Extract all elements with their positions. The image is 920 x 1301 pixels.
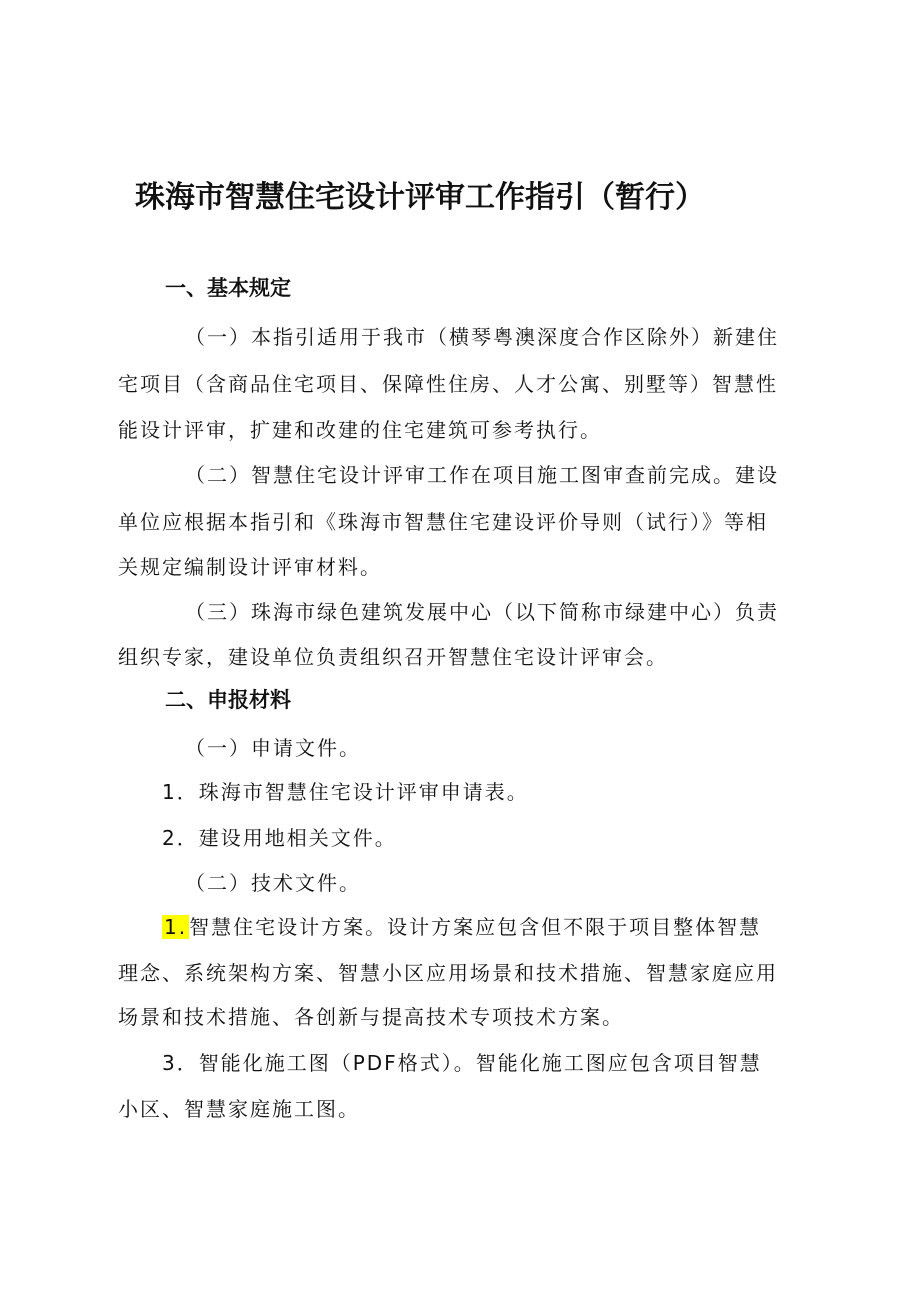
paragraph-line: 理念、系统架构方案、智慧小区应用场景和技术措施、智慧家庭应用 <box>118 961 778 985</box>
paragraph-line: （三）珠海市绿色建筑发展中心（以下简称市绿建中心）负责 <box>185 600 779 624</box>
subsection-heading: （一）申请文件。 <box>185 736 361 760</box>
subsection-heading: （二）技术文件。 <box>185 871 361 895</box>
list-item: 3．智能化施工图（PDF格式）。智能化施工图应包含项目智慧 <box>162 1051 762 1075</box>
section-heading-application-materials: 二、申报材料 <box>165 688 291 712</box>
paragraph-line: （二）智慧住宅设计评审工作在项目施工图审查前完成。建设 <box>185 463 779 487</box>
paragraph-line: 关规定编制设计评审材料。 <box>118 555 382 579</box>
list-item-text: 智慧住宅设计方案。设计方案应包含但不限于项目整体智慧 <box>189 915 762 939</box>
paragraph-line: 组织专家，建设单位负责组织召开智慧住宅设计评审会。 <box>118 645 668 669</box>
section-heading-basic-rules: 一、基本规定 <box>165 276 291 300</box>
list-item: 2．建设用地相关文件。 <box>162 826 397 850</box>
list-item <box>162 911 761 940</box>
paragraph-line: （一）本指引适用于我市（横琴粤澳深度合作区除外）新建住 <box>185 325 779 349</box>
highlighted-number: 1. <box>164 915 188 939</box>
paragraph-line: 场景和技术措施、各创新与提高技术专项技术方案。 <box>118 1005 624 1029</box>
paragraph-line: 小区、智慧家庭施工图。 <box>118 1097 360 1121</box>
document-title: 珠海市智慧住宅设计评审工作指引（暂行） <box>135 180 705 215</box>
paragraph-line: 宅项目（含商品住宅项目、保障性住房、人才公寓、别墅等）智慧性 <box>118 372 778 396</box>
paragraph-line: 能设计评审，扩建和改建的住宅建筑可参考执行。 <box>118 418 602 442</box>
list-item: 1．珠海市智慧住宅设计评审申请表。 <box>162 780 529 804</box>
paragraph-line: 单位应根据本指引和《珠海市智慧住宅建设评价导则（试行）》等相 <box>118 510 768 534</box>
